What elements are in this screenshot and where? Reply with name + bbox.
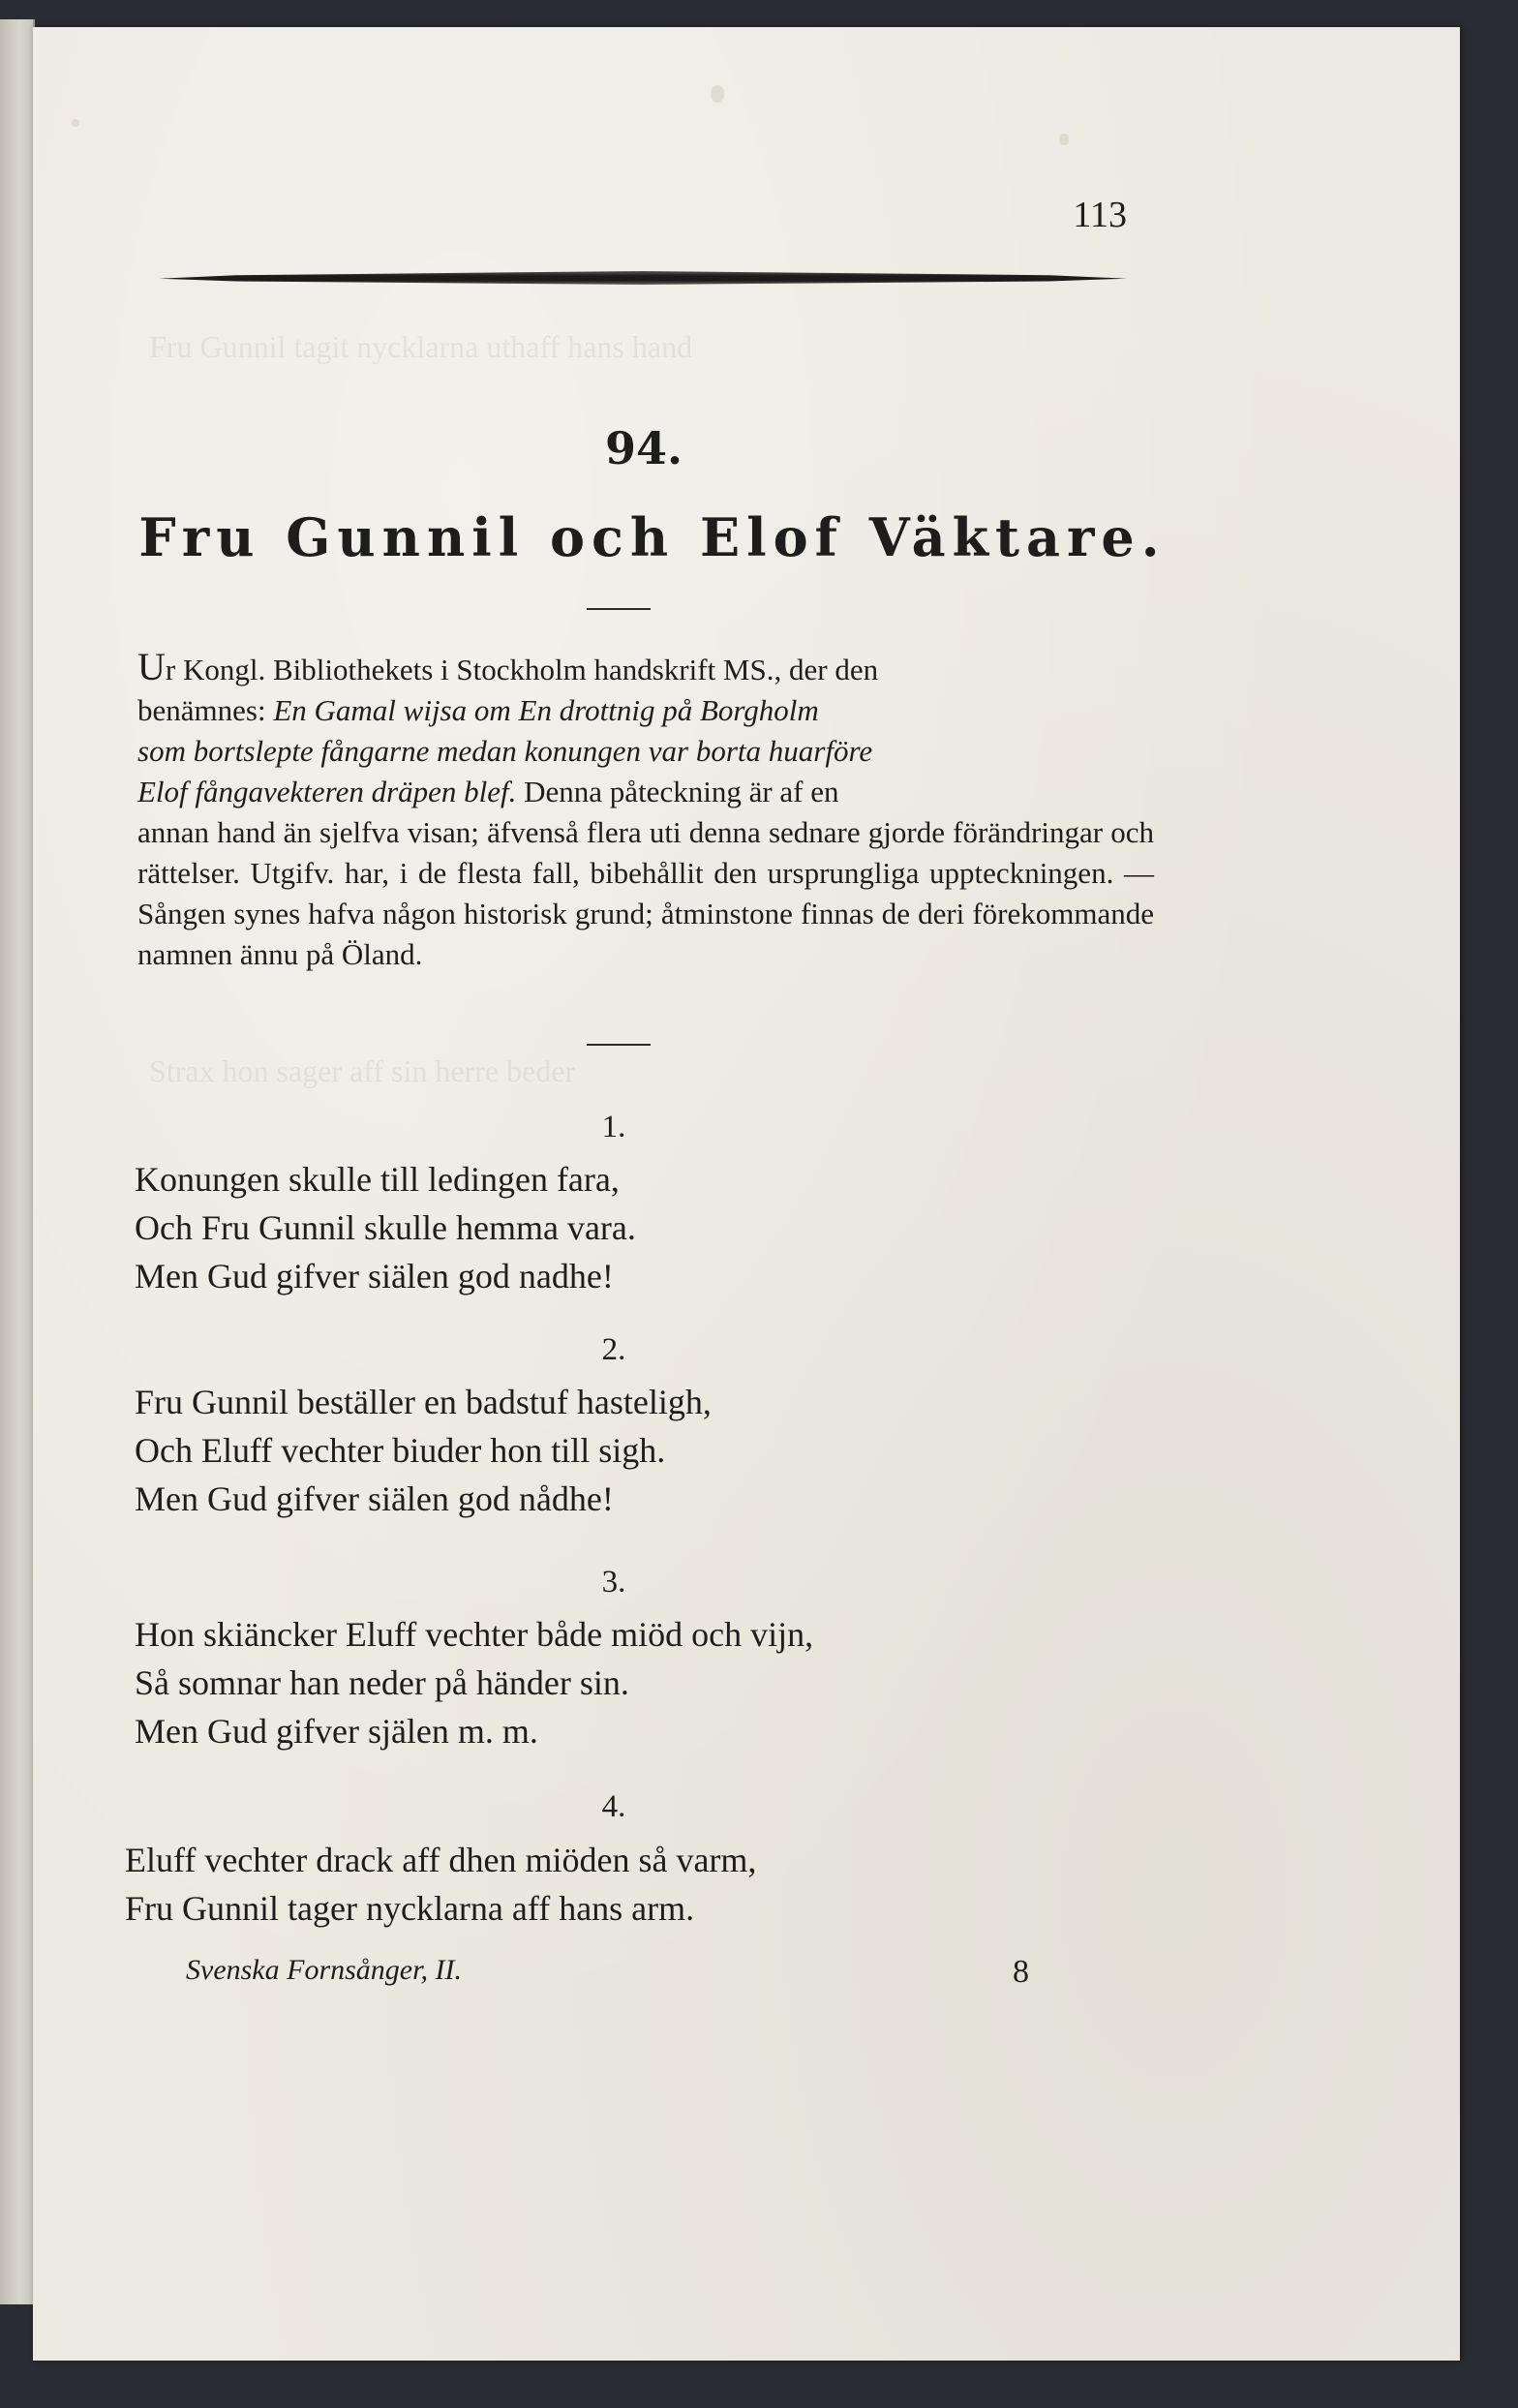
page-number: 113 — [1073, 195, 1127, 235]
verse-line: Eluff vechter drack aff dhen miöden så varm, — [125, 1841, 757, 1879]
intro-line-3-italic: som bortslepte fångarne medan konungen var borta huarföre — [137, 734, 873, 768]
show-through-text: Strax hon sager aff sin herre beder — [149, 1053, 576, 1088]
verse-line: Konungen skulle till ledingen fara, — [135, 1160, 620, 1199]
stanza-2 — [135, 1378, 1161, 1523]
stanza-3 — [135, 1610, 1161, 1755]
intro-line-2-italic: En Gamal wijsa om En drottnig på Borgholm — [273, 693, 819, 727]
foxing-spot — [711, 85, 724, 103]
intro-line — [137, 690, 1154, 731]
title-divider — [587, 608, 651, 610]
foxing-spot — [72, 119, 79, 127]
intro-line-2-plain: benämnes: — [137, 693, 274, 727]
foxing-spot — [1059, 134, 1069, 145]
intro-divider — [587, 1044, 651, 1046]
intro-line-4-italic: Elof fångavekteren dräpen blef. — [137, 775, 517, 808]
intro-line-4-plain: Denna påteckning är af en — [516, 775, 839, 808]
signature-line: Svenska Fornsånger, II. — [186, 1954, 462, 1986]
show-through-text: Fru Gunnil tagit nycklarna uthaff hans hand — [149, 329, 693, 364]
stanza-number: 4. — [601, 1789, 626, 1824]
verse-line: Fru Gunnil beställer en badstuf hasteligh, — [135, 1383, 712, 1421]
stanza-1 — [135, 1155, 1161, 1300]
intro-rest: annan hand än sjelfva visan; äfvenså flera uti denna sednare gjorde förändringar och rättelser. Utgifv. har, i de flesta fall, bibehållit den ursprungliga uppteckningen. — Sången synes hafva någon historisk grund; åtminstone finnas de deri förekommande namnen ännu på Öland. — [137, 815, 1154, 971]
intro-line-1: r Kongl. Bibliothekets i Stockholm handskrift MS., der den — [165, 653, 879, 686]
intro-line — [137, 731, 1154, 772]
verse-line: Och Eluff vechter biuder hon till sigh. — [135, 1431, 666, 1470]
book-spine-edge — [0, 19, 35, 2304]
intro-line — [137, 647, 1154, 690]
stanza-number: 1. — [601, 1110, 626, 1144]
verse-line: Men Gud gifver siälen god nadhe! — [135, 1257, 614, 1295]
header-rule — [159, 271, 1127, 285]
stanza-number: 3. — [601, 1565, 626, 1600]
sheet-mark: 8 — [1013, 1954, 1029, 1990]
verse-line: Men Gud gifver själen m. m. — [135, 1712, 538, 1751]
intro-initial: U — [137, 645, 166, 688]
song-number: 94. — [604, 422, 683, 474]
stanza-number: 2. — [601, 1332, 626, 1367]
verse-line: Så somnar han neder på händer sin. — [135, 1663, 629, 1702]
intro-line — [137, 772, 1154, 812]
verse-line: Men Gud gifver siälen god nådhe! — [135, 1479, 614, 1518]
verse-line: Fru Gunnil tager nycklarna aff hans arm. — [125, 1889, 695, 1928]
verse-line: Hon skiäncker Eluff vechter både miöd och vijn, — [135, 1615, 814, 1654]
stanza-4 — [125, 1836, 1151, 1933]
song-title: Fru Gunnil och Elof Väktare. — [138, 506, 1167, 568]
verse-line: Och Fru Gunnil skulle hemma vara. — [135, 1208, 636, 1247]
introductory-note — [137, 647, 1154, 975]
book-page — [33, 27, 1460, 2361]
